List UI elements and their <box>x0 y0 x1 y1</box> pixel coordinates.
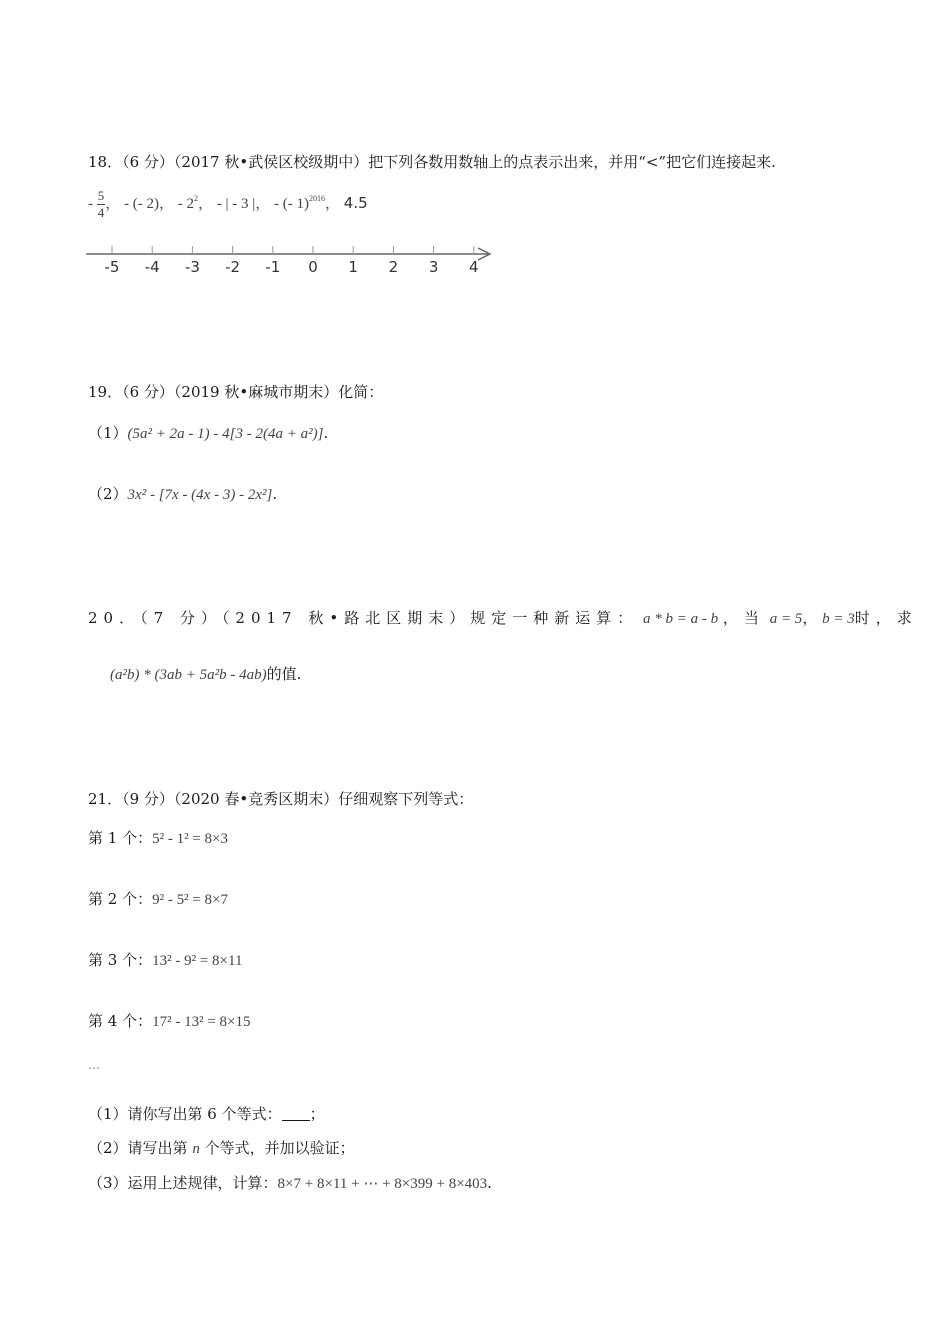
axis-tick-label: 1 <box>348 258 358 276</box>
q20-header: 20．（7 分）（2017 秋•路北区期末）规定一种新运算： <box>88 609 639 627</box>
n5: - (- 1)$^{2016}$ <box>274 193 326 212</box>
q21-row-2: 第 2 个：9² - 5² = 8×7 <box>88 890 229 908</box>
answer-blank[interactable] <box>282 1106 310 1121</box>
axis-tick-label: -1 <box>265 258 281 276</box>
q20-b: b = 3 <box>822 611 855 627</box>
axis-tick-label: 4 <box>469 258 479 276</box>
q21-sum-expr: 8×7 + 8×11 + ⋯ + 8×399 + 8×403 <box>277 1176 488 1192</box>
q21-row-3: 第 3 个：13² - 9² = 8×11 <box>88 951 243 969</box>
q21-sub1: （1）请你写出第 6 个等式： ； <box>88 1105 325 1123</box>
axis-tick-label: -2 <box>225 258 241 276</box>
q20-def: a * b = a - b <box>642 611 719 627</box>
axis-tick-label: -5 <box>104 258 120 276</box>
q19-expr1: (5a² + 2a - 1) - 4[3 - 2(4a + a²)] <box>127 426 324 442</box>
n2: - (- 2) <box>124 195 159 212</box>
q21-sub2: （2）请写出第 n 个等式，并加以验证； <box>88 1139 355 1157</box>
q19-part2: （2）3x² - [7x - (4x - 3) - 2x²]. <box>88 485 278 503</box>
axis-tick-label: -4 <box>144 258 160 276</box>
n1-sign: - <box>88 195 93 212</box>
q21-sub3: （3）运用上述规律，计算：8×7 + 8×11 + ⋯ + 8×399 + 8×403. <box>88 1174 492 1192</box>
n6: 4.5 <box>343 193 368 212</box>
q19-expr2: 3x² - [7x - (4x - 3) - 2x²] <box>127 487 273 503</box>
n3: - $2^2$ <box>177 193 199 212</box>
q21-row-4: 第 4 个：17² - 13² = 8×15 <box>88 1012 251 1030</box>
axis-tick-label: 0 <box>308 258 318 276</box>
q20-a: a = 5 <box>769 611 803 627</box>
q20-line1: 20．（7 分）（2017 秋•路北区期末）规定一种新运算： a * b = a - b ，当 a = 5， b = 3时，求 <box>88 609 918 627</box>
axis-tick-label: 2 <box>388 258 399 276</box>
q20-expr: (a²b) * (3ab + 5a²b - 4ab) <box>110 667 267 683</box>
n1-fraction: $\frac{5}{4}$ <box>97 188 105 220</box>
n4: - | - 3 | <box>216 195 256 212</box>
q19-part1: （1）(5a² + 2a - 1) - 4[3 - 2(4a + a²)]. <box>88 424 329 442</box>
q21-ellipsis: … <box>88 1058 100 1072</box>
q18-number-list: - $\frac{5}{4}$ ， - (- 2)， - $2^2$， - | - 3 |， - (- 1)$^{2016}$， 4.5 <box>88 188 368 220</box>
number-line <box>86 240 501 280</box>
q21-row-1: 第 1 个：5² - 1² = 8×3 <box>88 829 229 847</box>
q20-line2: (a²b) * (3ab + 5a²b - 4ab)的值. <box>110 665 302 683</box>
axis-tick-label: -3 <box>184 258 200 276</box>
axis-tick-label: 3 <box>428 258 439 276</box>
q18-header: 18．（6 分）（2017 秋•武侯区校级期中）把下列各数用数轴上的点表示出来，并用“<”把它们连接起来. <box>88 153 776 171</box>
q21-header: 21．（9 分）（2020 春•竞秀区期末）仔细观察下列等式： <box>88 790 474 808</box>
q19-header: 19．（6 分）（2019 秋•麻城市期末）化简： <box>88 383 384 401</box>
